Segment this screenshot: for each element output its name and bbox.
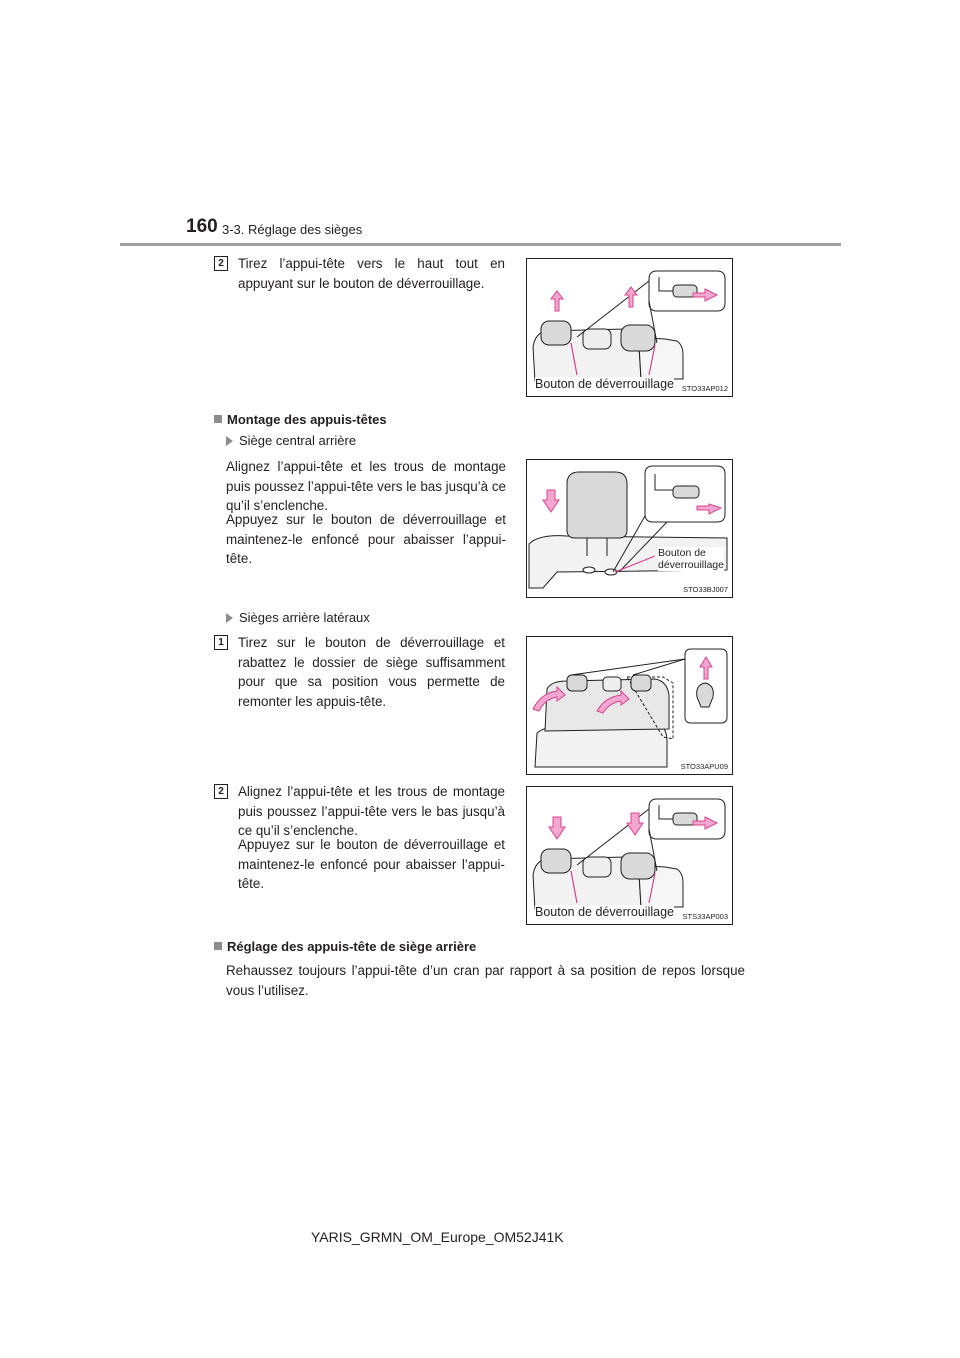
step-badge-2b: 2 [214,784,228,799]
step2-text-1: Alignez l’appui-tête et les trous de montage puis poussez l’appui-tête vers le bas jusqu’à ce qu’il s’enclenche. [238,784,505,839]
figure-center-callout-line2: déverrouillage [658,559,724,571]
subheading-lateral-label: Sièges arrière latéraux [239,610,370,625]
section-heading-montage [214,412,387,427]
heading-reglage-label: Réglage des appuis-tête de siège arrière [227,939,477,954]
figure-center-code: STO33BJ007 [683,585,728,594]
figure-a-callout: Bouton de déverrouillage [535,377,674,391]
section-heading-reglage [214,939,476,954]
step-badge-2: 2 [214,256,228,271]
header-rule [120,243,841,246]
footer-doc-id: YARIS_GRMN_OM_Europe_OM52J41K [311,1229,564,1245]
subheading-center [226,433,356,448]
step2-text-2: Appuyez sur le bouton de déverrouillage et maintenez-le enfoncé pour abaisser l’appui-tête. [238,837,505,892]
figure-center-headrest [526,459,733,598]
reglage-text: Rehaussez toujours l’appui-tête d’un cran par rapport à sa position de repos lorsque vous l’utilisez. [226,963,745,998]
section-title: 3-3. Réglage des sièges [222,222,363,237]
heading-montage-label: Montage des appuis-têtes [227,412,387,427]
figure-center-callout-line1: Bouton de [658,547,706,559]
remove-headrest-illustration [527,259,732,396]
subheading-lateral [226,610,370,625]
heading-square-marker [214,415,222,423]
install-headrest-illustration [527,787,732,924]
fold-seatback-illustration [527,637,732,774]
triangle-marker-icon [226,436,233,446]
figure-a-code: STO33AP012 [681,384,728,393]
figure-fold-code: STO33APU09 [680,762,728,771]
center-text-2: Appuyez sur le bouton de déverrouillage et maintenez-le enfoncé pour abaisser l’appui-tête. [226,512,506,567]
heading-square-marker [214,942,222,950]
figure-fold-seatback [526,636,733,775]
step1-text: Tirez sur le bouton de déverrouillage et rabattez le dossier de siège suffisamment pour que sa position vous permette de remonter les appuis-tête. [238,635,505,709]
page-number: 160 [186,216,218,237]
center-text-1: Alignez l’appui-tête et les trous de montage puis poussez l’appui-tête vers le bas jusqu’à ce qu’il s’enclenche. [226,459,506,514]
figure-install-headrest [526,786,733,925]
figure-center-callout [658,547,724,571]
triangle-marker-icon [226,613,233,623]
figure-remove-headrest [526,258,733,397]
subheading-center-label: Siège central arrière [239,433,357,448]
figure-install-code: STS33AP003 [682,912,728,921]
figure-install-callout: Bouton de déverrouillage [535,905,674,919]
center-headrest-illustration [527,460,732,597]
step-badge-1: 1 [214,635,228,650]
step-a-text: Tirez l’appui-tête vers le haut tout en appuyant sur le bouton de déverrouillage. [238,256,505,291]
